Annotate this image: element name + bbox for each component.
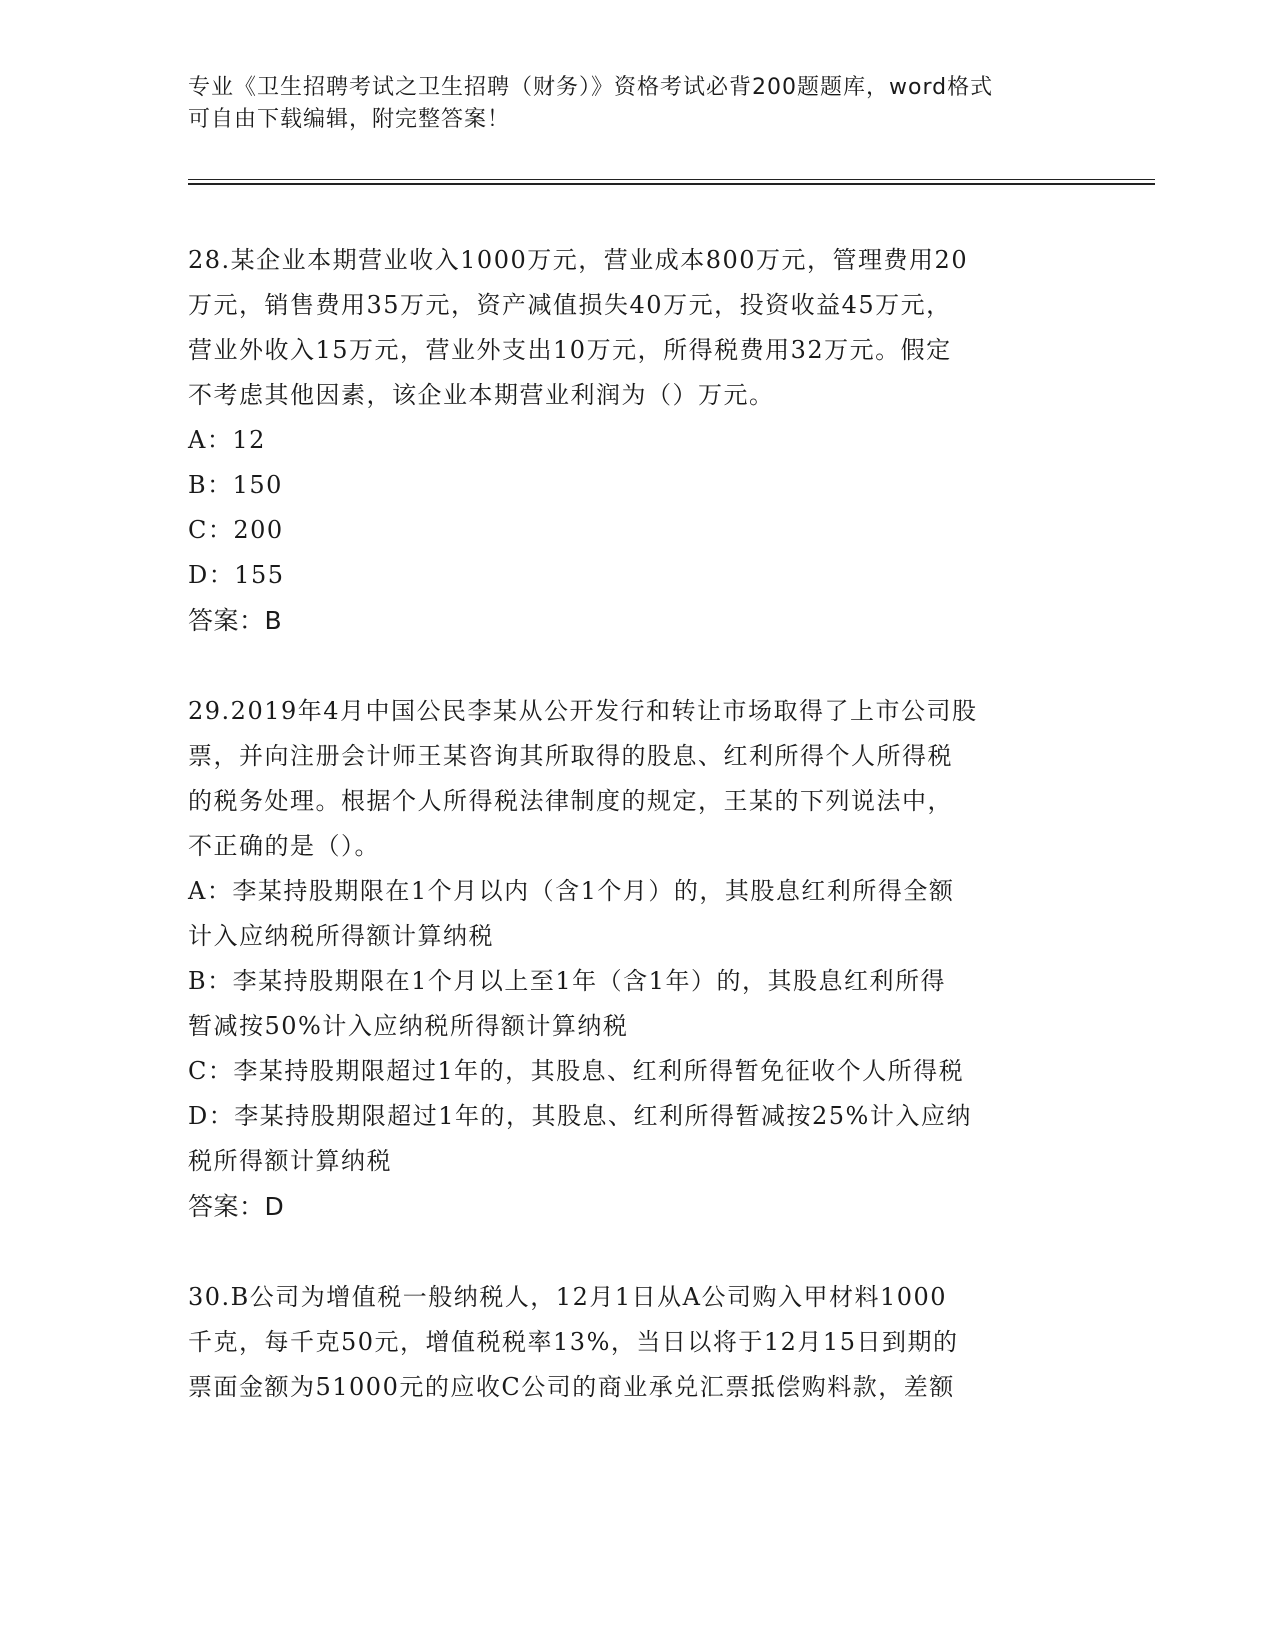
option-c: C：200: [188, 516, 284, 544]
question-list: [188, 238, 1088, 1410]
question-line: 30.B公司为增值税一般纳税人，12月1日从A公司购入甲材料1000: [188, 1283, 948, 1311]
option-b: B：李某持股期限在1个月以上至1年（含1年）的，其股息红利所得: [188, 967, 946, 995]
answer-label: 答案：D: [188, 1192, 285, 1221]
question-line: 不考虑其他因素，该企业本期营业利润为（）万元。: [188, 381, 775, 409]
question-line: 28.某企业本期营业收入1000万元，营业成本800万元，管理费用20: [188, 246, 969, 274]
question-line: 千克，每千克50元，增值税税率13%，当日以将于12月15日到期的: [188, 1328, 959, 1356]
header-divider-thin: [188, 179, 1155, 180]
option-b-continued: 暂减按50%计入应纳税所得额计算纳税: [188, 1012, 629, 1040]
header-divider-thick: [188, 183, 1155, 185]
answer-label: 答案：B: [188, 606, 283, 635]
question-30: [188, 1275, 1088, 1410]
question-29: [188, 689, 1088, 1229]
question-line: 29.2019年4月中国公民李某从公开发行和转让市场取得了上市公司股: [188, 697, 978, 725]
question-line: 营业外收入15万元，营业外支出10万元，所得税费用32万元。假定: [188, 336, 952, 364]
document-header: [188, 72, 1088, 136]
option-a: A：李某持股期限在1个月以内（含1个月）的，其股息红利所得全额: [188, 877, 955, 905]
question-spacer: [188, 1229, 1088, 1275]
option-c: C：李某持股期限超过1年的，其股息、红利所得暂免征收个人所得税: [188, 1057, 965, 1085]
question-28: [188, 238, 1088, 643]
option-b: B：150: [188, 471, 283, 499]
question-line: 不正确的是（）。: [188, 832, 380, 860]
question-line: 万元，销售费用35万元，资产减值损失40万元，投资收益45万元，: [188, 291, 952, 319]
question-line: 票，并向注册会计师王某咨询其所取得的股息、红利所得个人所得税: [188, 742, 953, 770]
question-spacer: [188, 643, 1088, 689]
option-d-continued: 税所得额计算纳税: [188, 1147, 392, 1175]
option-a: A：12: [188, 426, 266, 454]
question-line: 票面金额为51000元的应收C公司的商业承兑汇票抵偿购料款，差额: [188, 1373, 955, 1401]
option-a-continued: 计入应纳税所得额计算纳税: [188, 922, 494, 950]
header-line-2: 可自由下载编辑，附完整答案！: [188, 107, 511, 132]
option-d: D：李某持股期限超过1年的，其股息、红利所得暂减按25%计入应纳: [188, 1102, 972, 1130]
option-d: D：155: [188, 561, 285, 589]
question-line: 的税务处理。根据个人所得税法律制度的规定，王某的下列说法中，: [188, 787, 953, 815]
header-line-1: 专业《卫生招聘考试之卫生招聘（财务）》资格考试必背200题题库，word格式: [188, 75, 994, 100]
